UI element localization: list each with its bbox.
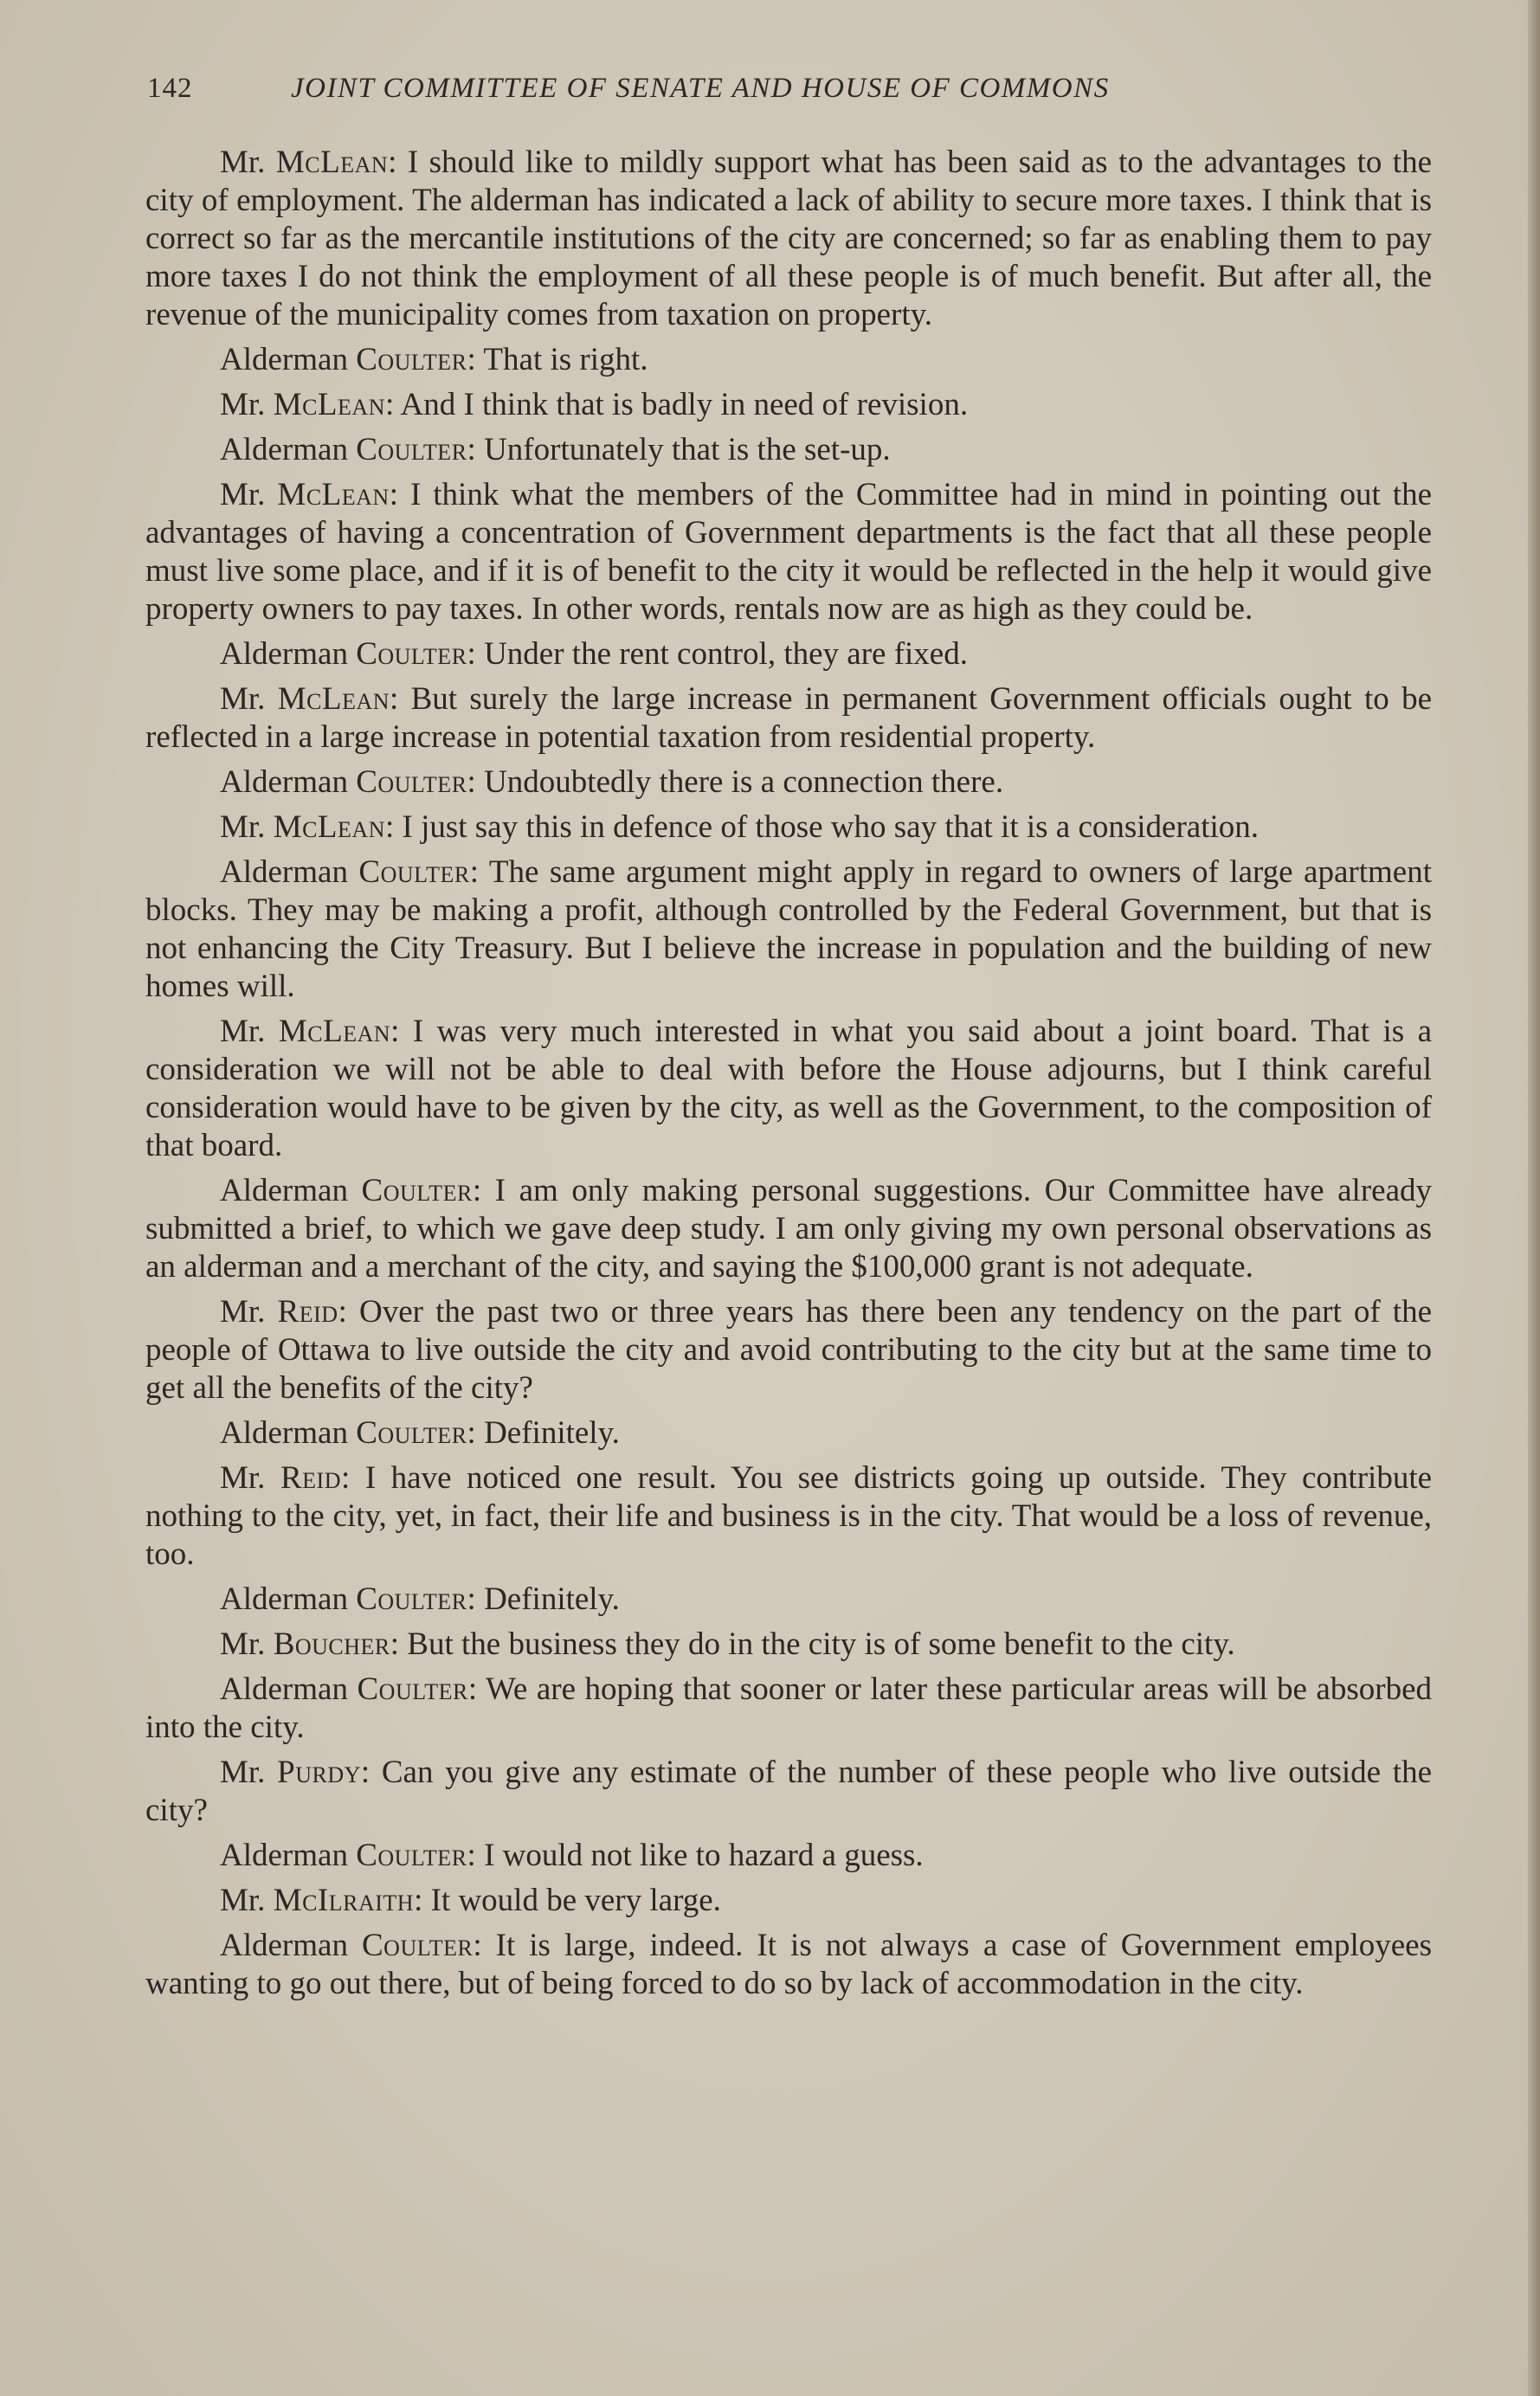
speaker-name: Purdy: [277, 1755, 361, 1790]
transcript-paragraph: Mr. McLean: I think what the members of the Committee had in mind in pointing out the advantages of having a concentration of Government departments is the fact that all these people must live some place, and if it is of benefit to the city it would be reflected in the help it would give property owners to pay taxes. In other words, rentals now are as high as they could be.: [145, 477, 1433, 627]
speech-text: Unfortunately that is the set-up.: [484, 432, 891, 467]
speech-text: Definitely.: [484, 1415, 620, 1451]
speaker-name: McLean: [277, 477, 390, 512]
speaker-name: McLean: [273, 809, 385, 845]
speech-text: I think what the members of the Committee had in mind in pointing out the advantages of having a concentration of Government departments is the fact that all these people must live some place, and if it is of benefit to the city it would be reflected in the help it would give property owners to pay taxes. In other words, rentals now are as high as they could be.: [145, 477, 1433, 627]
speaker-title: Alderman: [220, 1671, 348, 1707]
speaker-name: McLean: [277, 681, 390, 717]
speaker-title: Alderman: [220, 1928, 348, 1963]
speech-text: We are hoping that sooner or later these particular areas will be absorbed into the city.: [145, 1671, 1433, 1745]
speaker-title: Mr.: [220, 477, 266, 512]
transcript-paragraph: Alderman Coulter: I would not like to hazard a guess.: [220, 1838, 924, 1873]
transcript-paragraph: Mr. McLean: I was very much interested in what you said about a joint board. That is a consideration we will not be able to deal with before the House adjourns, but I think careful consideration would have to be given by the city, as well as the Government, to the composition of that board.: [145, 1014, 1433, 1163]
speaker-name: Coulter: [356, 1581, 467, 1617]
speaker-title: Mr.: [220, 1460, 266, 1496]
speech-text: Can you give any estimate of the number of these people who live outside the city?: [145, 1755, 1433, 1828]
speaker-name: Reid: [280, 1460, 341, 1496]
transcript-paragraph: Alderman Coulter: Definitely.: [220, 1581, 620, 1617]
speaker-name: McLean: [273, 387, 385, 422]
speaker-name: McIlraith: [273, 1883, 415, 1918]
transcript-paragraph: Alderman Coulter: Unfortunately that is the set-up.: [220, 432, 891, 467]
transcript-paragraph: Mr. McIlraith: It would be very large.: [220, 1883, 721, 1918]
speaker-name: Reid: [277, 1294, 338, 1330]
speech-text: I should like to mildly support what has been said as to the advantages to the city of employment. The alderman has indicated a lack of ability to secure more taxes. I think that is correct so far as the mercantile institutions of the city are concerned; so far as enabling them to pay more taxes I do not think the employment of all these people is of much benefit. But after all, the revenue of the municipality comes from taxation on property.: [145, 145, 1433, 332]
speaker-name: Coulter: [361, 1173, 473, 1208]
speech-text: Under the rent control, they are fixed.: [484, 636, 968, 672]
speech-text: And I think that is badly in need of revision.: [400, 387, 969, 422]
speaker-name: Coulter: [356, 1415, 467, 1451]
transcript-paragraph: Alderman Coulter: The same argument might apply in regard to owners of large apartment blocks. They may be making a profit, although controlled by the Federal Government, but that is not enhancing the City Treasury. But I believe the increase in population and the building of new homes will.: [145, 854, 1432, 1004]
page-header: [147, 73, 1428, 125]
speaker-name: McLean: [275, 145, 389, 180]
transcript-paragraph: Alderman Coulter: Undoubtedly there is a connection there.: [220, 764, 1004, 800]
transcript-paragraph: Mr. McLean: I should like to mildly support what has been said as to the advantages to the city of employment. The alderman has indicated a lack of ability to secure more taxes. I think that is correct so far as the mercantile institutions of the city are concerned; so far as enabling them to pay more taxes I do not think the employment of all these people is of much benefit. But after all, the revenue of the municipality comes from taxation on property.: [145, 145, 1433, 332]
transcript-paragraph: Mr. Purdy: Can you give any estimate of the number of these people who live outside the city?: [145, 1755, 1433, 1828]
speaker-title: Alderman: [220, 1415, 348, 1451]
speech-text: But the business they do in the city is of some benefit to the city.: [407, 1626, 1235, 1662]
transcript-paragraph: Mr. McLean: And I think that is badly in need of revision.: [220, 387, 969, 422]
speaker-name: Coulter: [356, 342, 467, 377]
speaker-title: Mr.: [220, 1014, 266, 1049]
speaker-name: Coulter: [356, 432, 467, 467]
transcript-paragraph: Alderman Coulter: It is large, indeed. It is not always a case of Government employees wanting to go out there, but of being forced to do so by lack of accommodation in the city.: [145, 1928, 1433, 2001]
speaker-title: Mr.: [220, 1626, 266, 1662]
speaker-title: Alderman: [220, 1173, 348, 1208]
speaker-title: Mr.: [220, 681, 266, 717]
speaker-title: Mr.: [220, 387, 266, 422]
speaker-title: Mr.: [220, 1755, 266, 1790]
speaker-title: Mr.: [220, 145, 266, 180]
transcript-paragraph: Alderman Coulter: We are hoping that sooner or later these particular areas will be absorbed into the city.: [145, 1671, 1433, 1745]
speech-text: I would not like to hazard a guess.: [484, 1838, 924, 1873]
speech-text: I am only making personal suggestions. Our Committee have already submitted a brief, to which we gave deep study. I am only giving my own personal observations as an alderman and a merchant of the city, and saying the $100,000 grant is not adequate.: [145, 1173, 1432, 1285]
speaker-title: Mr.: [220, 1294, 266, 1330]
speaker-title: Alderman: [220, 432, 348, 467]
speech-text: It is large, indeed. It is not always a case of Government employees wanting to go out there, but of being forced to do so by lack of accommodation in the city.: [145, 1928, 1433, 2001]
transcript-paragraph: Alderman Coulter: Definitely.: [220, 1415, 620, 1451]
speech-text: Definitely.: [484, 1581, 620, 1617]
speech-text: But surely the large increase in permanent Government officials ought to be reflected in a large increase in potential taxation from residential property.: [145, 681, 1432, 755]
transcript-paragraph: Mr. McLean: I just say this in defence of those who say that it is a consideration.: [220, 809, 1260, 845]
speaker-title: Alderman: [220, 342, 348, 377]
speaker-title: Alderman: [220, 854, 348, 890]
speaker-name: Coulter: [361, 1928, 474, 1963]
speech-text: Over the past two or three years has there been any tendency on the part of the people of Ottawa to live outside the city and avoid contributing to the city but at the same time to get all the benefits of the city?: [145, 1294, 1433, 1406]
transcript-paragraph: Mr. Reid: I have noticed one result. You see districts going up outside. They contribute nothing to the city, yet, in fact, their life and business is in the city. That would be a loss of revenue, too.: [145, 1460, 1433, 1572]
speaker-title: Mr.: [220, 1883, 266, 1918]
transcript-paragraph: Alderman Coulter: That is right.: [220, 342, 648, 377]
speaker-title: Alderman: [220, 1838, 348, 1873]
speaker-name: Boucher: [273, 1626, 390, 1662]
speaker-name: Coulter: [358, 854, 470, 890]
speech-text: I just say this in defence of those who say that it is a consideration.: [402, 809, 1260, 845]
speech-text: It would be very large.: [430, 1883, 721, 1918]
transcript-paragraph: Mr. Reid: Over the past two or three years has there been any tendency on the part of the people of Ottawa to live outside the city and avoid contributing to the city but at the same time to get all the benefits of the city?: [145, 1294, 1433, 1406]
speaker-name: Coulter: [356, 1838, 467, 1873]
transcript-body: [145, 144, 1432, 2010]
speaker-name: Coulter: [357, 1671, 468, 1707]
speaker-title: Alderman: [220, 764, 348, 800]
speech-text: Undoubtedly there is a connection there.: [484, 764, 1004, 800]
speaker-title: Alderman: [220, 636, 348, 672]
speech-text: The same argument might apply in regard to owners of large apartment blocks. They may be making a profit, although controlled by the Federal Government, but that is not enhancing the City Treasury. But I believe the increase in population and the building of new homes will.: [145, 854, 1432, 1004]
transcript-paragraph: Mr. Boucher: But the business they do in the city is of some benefit to the city.: [220, 1626, 1235, 1662]
speaker-title: Mr.: [220, 809, 266, 845]
transcript-paragraph: Alderman Coulter: Under the rent control, they are fixed.: [220, 636, 968, 672]
speaker-name: Coulter: [356, 636, 467, 672]
speaker-name: McLean: [278, 1014, 391, 1049]
speech-text: That is right.: [483, 342, 648, 377]
transcript-paragraph: Alderman Coulter: I am only making personal suggestions. Our Committee have already submitted a brief, to which we gave deep study. I am only giving my own personal observations as an alderman and a merchant of the city, and saying the $100,000 grant is not adequate.: [145, 1173, 1432, 1285]
speech-text: I have noticed one result. You see districts going up outside. They contribute nothing to the city, yet, in fact, their life and business is in the city. That would be a loss of revenue, too.: [145, 1460, 1433, 1572]
speaker-name: Coulter: [356, 764, 467, 800]
running-head: JOINT COMMITTEE OF SENATE AND HOUSE OF COMMONS: [291, 73, 1110, 104]
page-number: 142: [147, 73, 193, 104]
speaker-title: Alderman: [220, 1581, 348, 1617]
transcript-paragraph: Mr. McLean: But surely the large increase in permanent Government officials ought to be reflected in a large increase in potential taxation from residential property.: [145, 681, 1432, 755]
speech-text: I was very much interested in what you said about a joint board. That is a consideration we will not be able to deal with before the House adjourns, but I think careful consideration would have to be given by the city, as well as the Government, to the composition of that board.: [145, 1014, 1433, 1163]
page-edge-shadow: [1528, 0, 1540, 2396]
